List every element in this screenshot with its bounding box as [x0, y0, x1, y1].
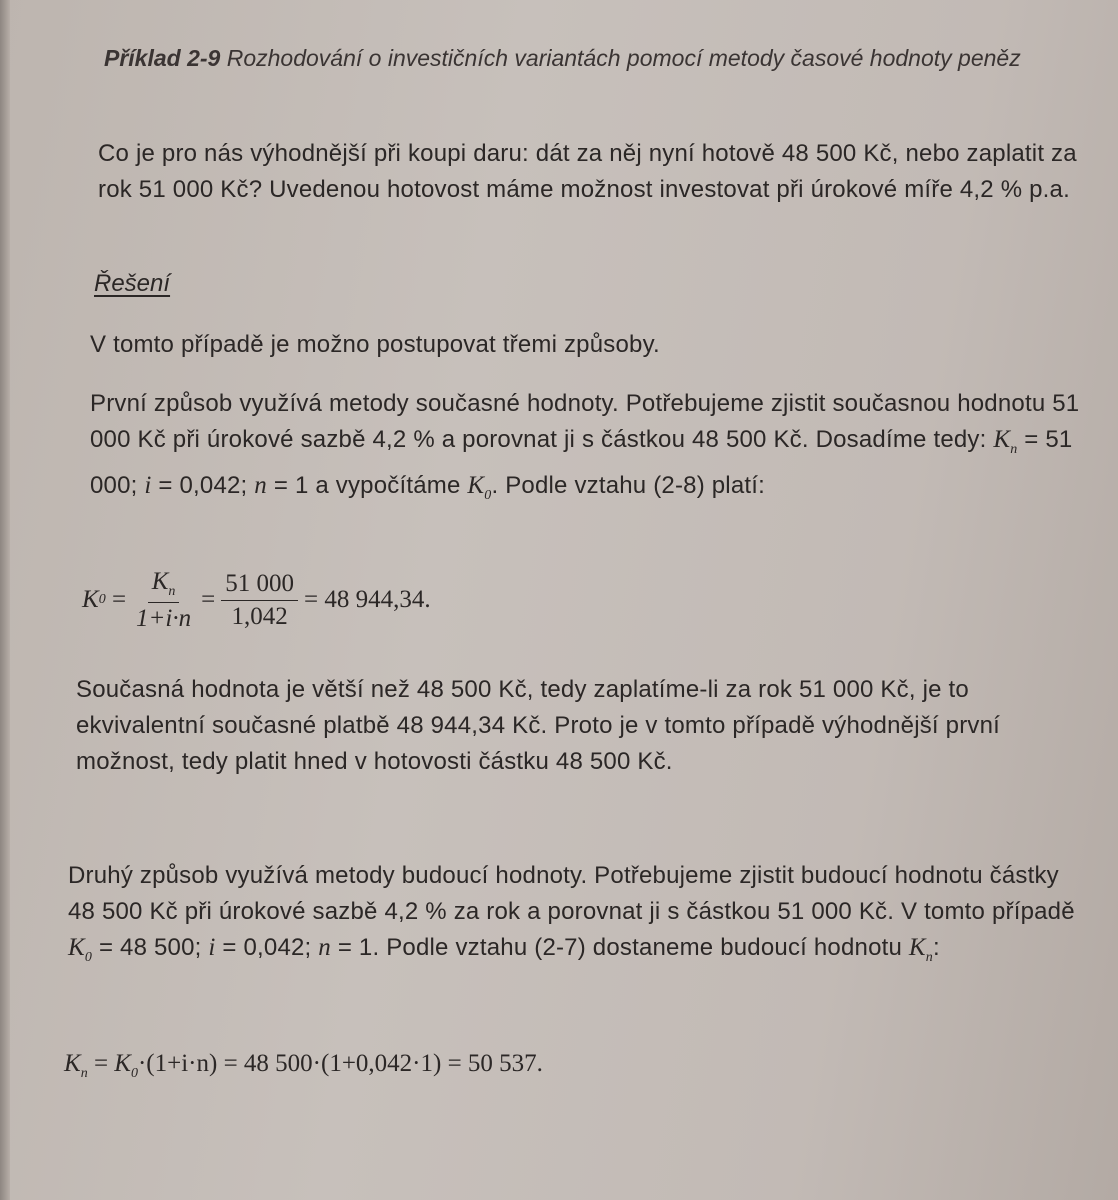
fraction-formula: $\frac{K_n}{1+i\cdot n}$	[136, 567, 192, 632]
paragraph-future-value: Druhý způsob využívá metody budoucí hodnoty. Potřebujeme zjistit budoucí hodnotu částky 48 500 Kč při úrokové sazbě 4,2 % za rok a porovnat ji s částkou 51 000 Kč. V tomto případě $K_0 = 48$ 500; i = 0,042; n = 1. Podle vztahu (2-7) dostaneme budoucí hodnotu $K_n$:	[68, 862, 1075, 965]
n-value: = 1. Podle vztahu (2-7) dostaneme budoucí hodnotu	[330, 934, 909, 961]
paragraph-text: Druhý způsob využívá metody budoucí hodnoty. Potřebujeme zjistit budoucí hodnotu částky 48 500 Kč při úrokové sazbě 4,2 % za rok a porovnat ji s částkou 51 000 Kč. V tomto případě	[68, 862, 1075, 925]
paragraph-present-value: První způsob využívá metody současné hodnoty. Potřebujeme zjistit současnou hodnotu 51 000 Kč při úrokové sazbě 4,2 % a porovnat ji s částkou 48 500 Kč. Dosadíme tedy: $K_n = 51$ 000; i = 0,042; n = 1 a vypočítáme $K_0$. Podle vztahu (2-8) platí:	[90, 390, 1080, 503]
n-value: = 1 a vypočítáme	[267, 472, 468, 499]
example-title: Rozhodování o investičních variantách pomocí metody časové hodnoty peněz	[226, 45, 1021, 71]
example-heading	[104, 40, 1064, 76]
equation-result: = 48 944,34.	[303, 586, 431, 613]
example-label: Příklad 2-9	[104, 45, 221, 71]
page-edge	[0, 0, 10, 1200]
paragraph-text: První způsob využívá metody současné hodnoty. Potřebujeme zjistit současnou hodnotu 51 000 Kč při úrokové sazbě 4,2 % a porovnat ji s částkou 48 500 Kč. Dosadíme tedy:	[90, 390, 1080, 453]
equation-future-value: $K_n = K_0\cdot(1+i\cdot n) = 48$ 500·(1+0,042·1) = 50 537.	[64, 1050, 543, 1081]
fraction-values: $\frac{51 000}{1,042}$	[221, 570, 298, 631]
paragraph-conclusion: Současná hodnota je větší než 48 500 Kč, tedy zaplatíme-li za rok 51 000 Kč, je to ekvivalentní současné platbě 48 944,34 Kč. Proto je v tomto případě výhodnější první možnost, tedy platit hned v hotovosti částku 48 500 Kč.	[76, 676, 1001, 775]
k0-value: = 48 500;	[92, 934, 209, 961]
i-value: = 0,042;	[151, 472, 255, 499]
paragraph-text-end: . Podle vztahu (2-8) platí:	[491, 472, 765, 499]
solution-heading: Řešení	[94, 270, 171, 297]
question-text: Co je pro nás výhodnější při koupi daru: dát za něj nyní hotově 48 500 Kč, nebo zaplatit za rok 51 000 Kč? Uvedenou hotovost máme možnost investovat při úrokové míře 4,2 % p.a.	[98, 140, 1077, 203]
intro-text: V tomto případě je možno postupovat třemi způsoby.	[90, 331, 660, 358]
i-value: = 0,042;	[215, 934, 319, 961]
equation-present-value: K 0 = $\frac{K_n}{1+i\cdot n}$ = $\frac{51 000}{1,042}$ = 48 944,34.	[82, 567, 431, 632]
paragraph-text-end: :	[932, 934, 940, 961]
kn-value: = 51 000;	[90, 426, 1073, 499]
equation-body: ·(1+i·n) = 48 500·(1+0,042·1) = 50 537.	[137, 1050, 543, 1077]
